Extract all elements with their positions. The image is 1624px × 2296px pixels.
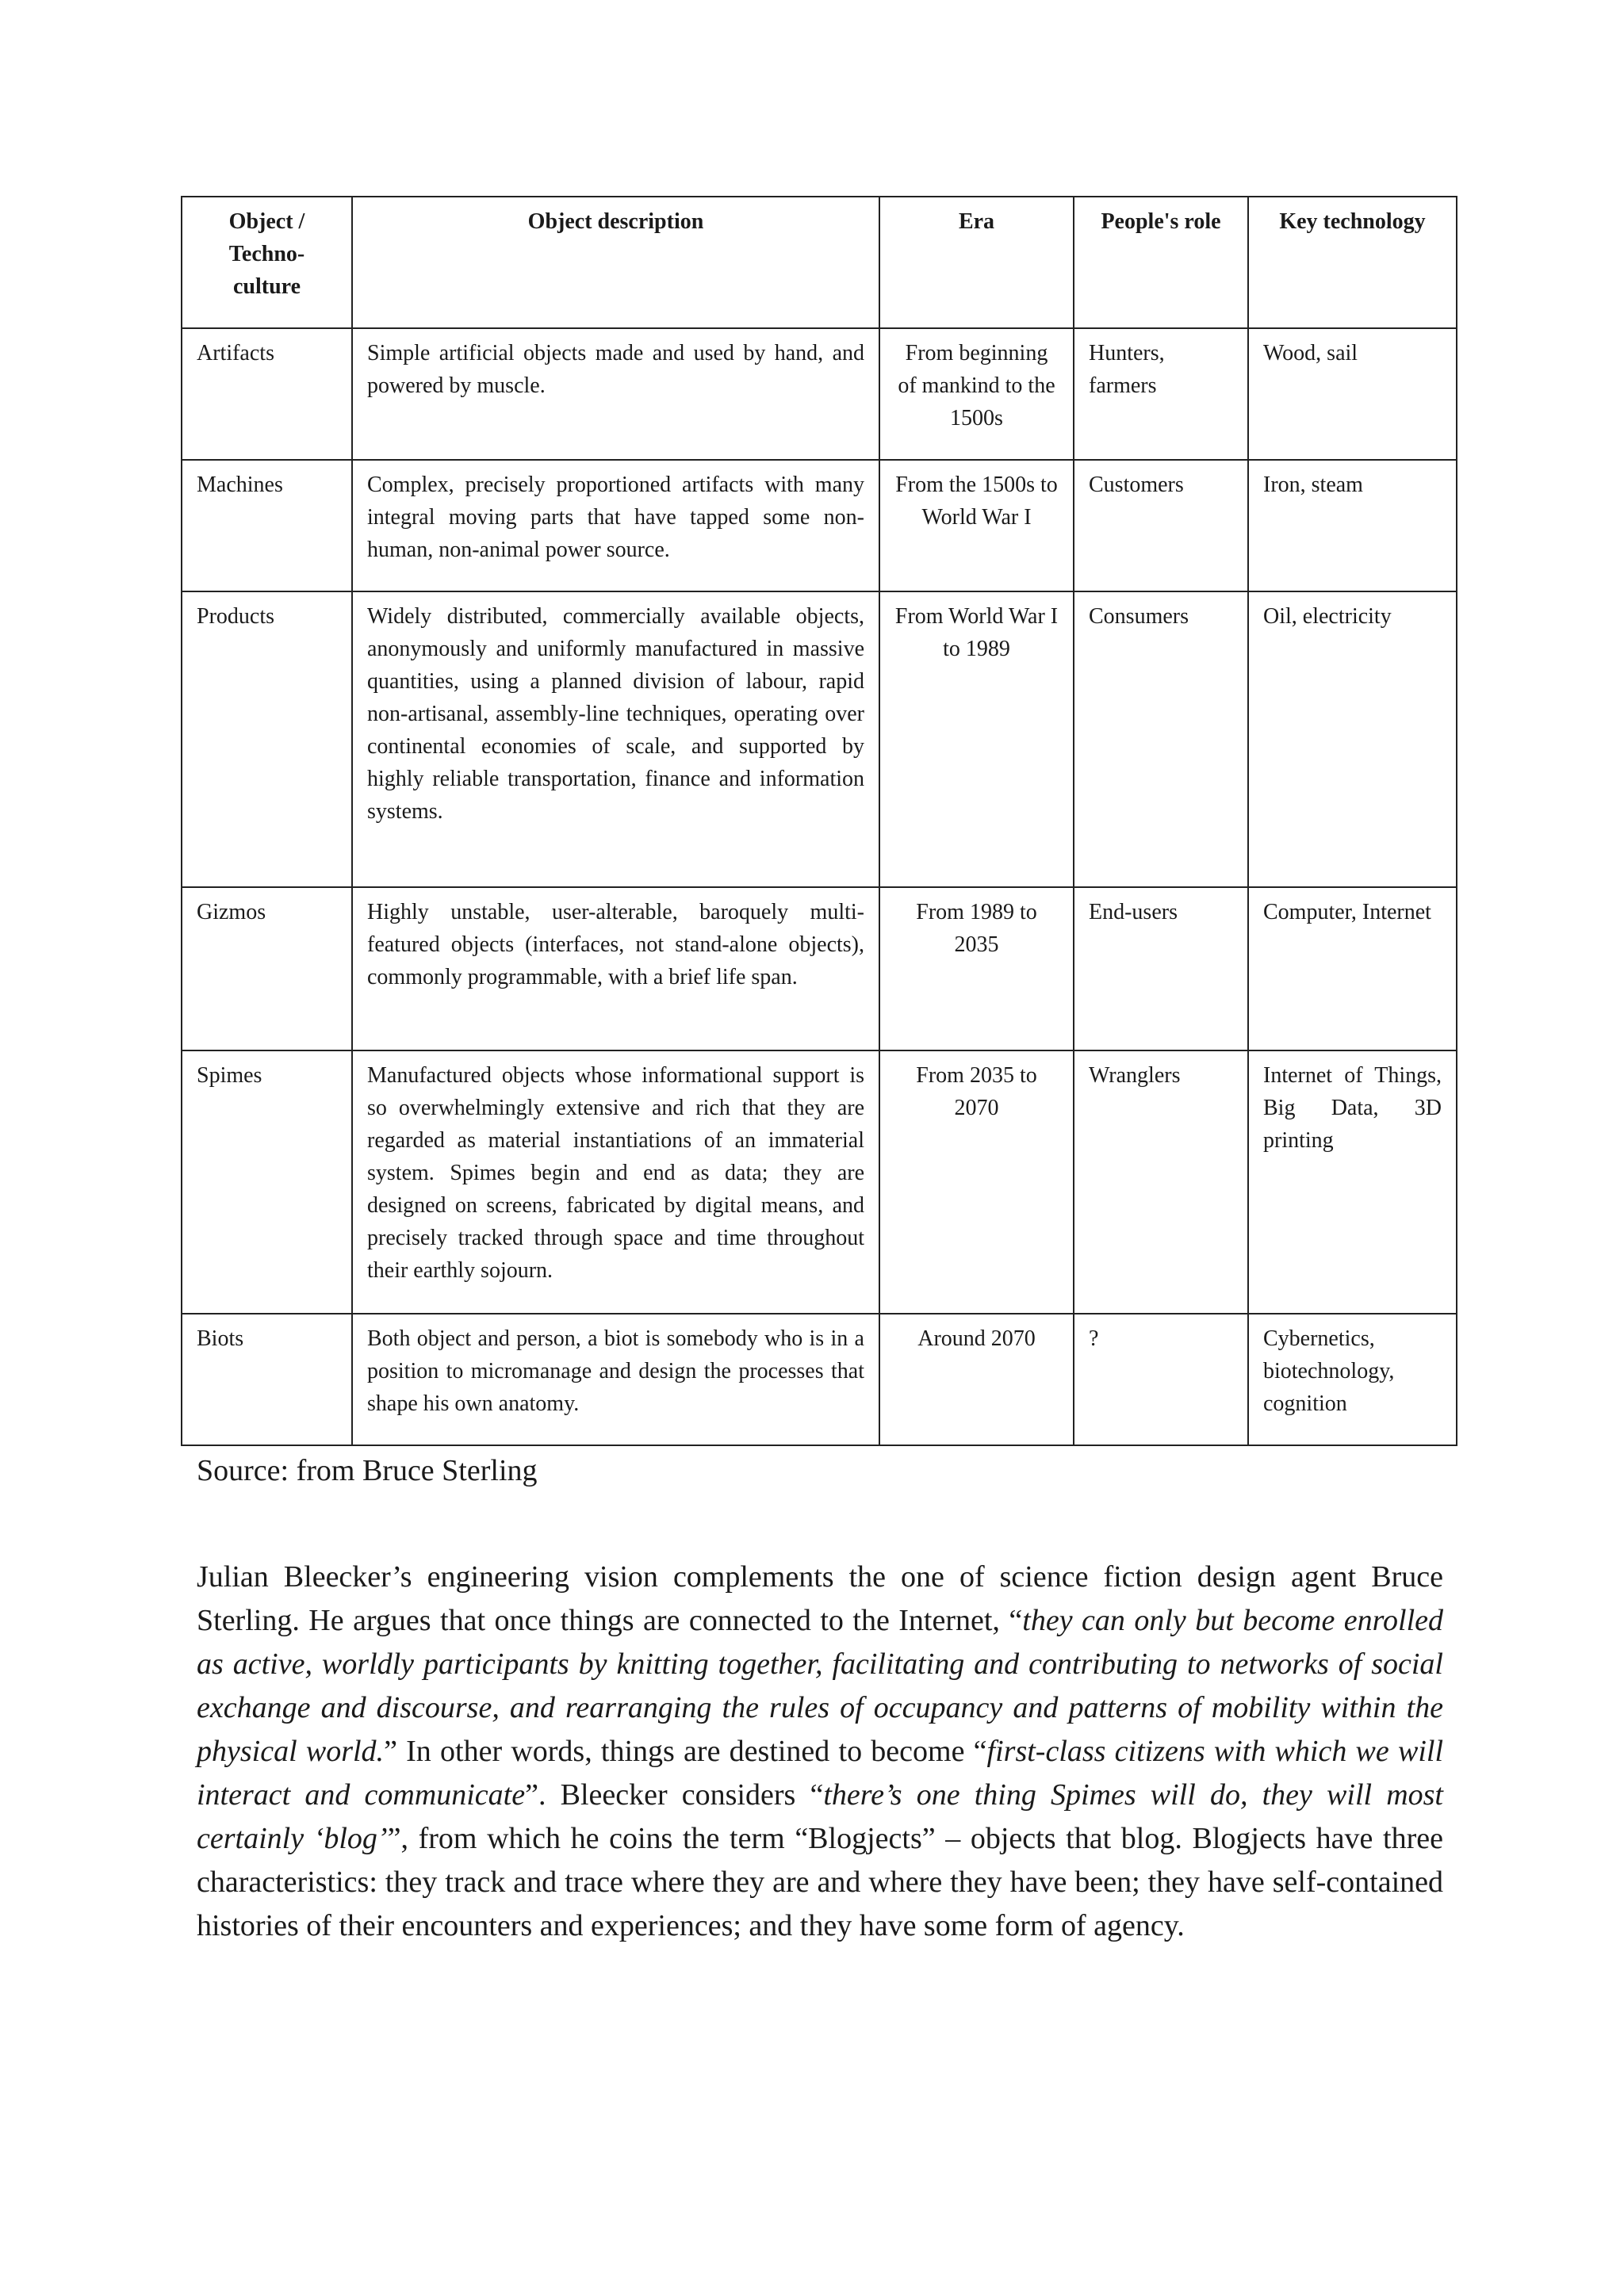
table-row	[182, 460, 1457, 591]
header-role: People's role	[1074, 197, 1248, 328]
cell-description: Widely distributed, commercially available objects, anonymously and uniformly manufactured in massive quantities, using a planned division of labour, rapid non-artisanal, assembly-line techniques, operating over continental economies of scale, and supported by highly reliable transportation, finance and information systems.	[352, 591, 879, 887]
cell-object: Biots	[182, 1314, 352, 1445]
paragraph-text: ”, from which he coins the term “Blogjects” – objects that blog. Blogjects have three characteristics: they track and trace where they are and where they have been; they have self-contained histories of their encounters and experiences; and they have some form of agency.	[197, 1822, 1443, 1942]
header-description: Object description	[352, 197, 879, 328]
paragraph-text: Julian Bleecker’s engineering vision complements the one of science fiction design agent Bruce Sterling. He argues that once things are connected to the Internet, “	[197, 1560, 1443, 1637]
cell-description: Highly unstable, user-alterable, baroquely multi-featured objects (interfaces, not stand-alone objects), commonly programmable, with a brief life span.	[352, 887, 879, 1050]
paragraph-quote: they can only but become enrolled as active, worldly participants by knitting together, facilitating and contributing to networks of social exchange and discourse, and rearranging the rules of occupancy and patterns of mobility within the physical world.	[197, 1604, 1444, 1768]
paragraph-text: ”. Bleecker considers “	[525, 1778, 824, 1812]
cell-era: From 2035 to 2070	[879, 1050, 1074, 1314]
cell-role: Hunters, farmers	[1074, 328, 1248, 460]
header-object: Object / Techno-culture	[182, 197, 352, 328]
cell-object: Spimes	[182, 1050, 352, 1314]
cell-object: Machines	[182, 460, 352, 591]
cell-role: Customers	[1074, 460, 1248, 591]
cell-era: From the 1500s to World War I	[879, 460, 1074, 591]
table-header-row	[182, 197, 1457, 328]
table-row	[182, 1050, 1457, 1314]
techno-culture-table	[181, 196, 1457, 1446]
cell-object: Products	[182, 591, 352, 887]
cell-role: Consumers	[1074, 591, 1248, 887]
paragraph-quote: there’s one thing Spimes will do, they will most certainly ‘blog’	[197, 1778, 1443, 1855]
cell-object: Artifacts	[182, 328, 352, 460]
cell-technology: Cybernetics, biotechnology, cognition	[1248, 1314, 1457, 1445]
cell-era: From World War I to 1989	[879, 591, 1074, 887]
cell-description: Both object and person, a biot is somebody who is in a position to micromanage and design the processes that shape his own anatomy.	[352, 1314, 879, 1445]
cell-technology: Iron, steam	[1248, 460, 1457, 591]
cell-role: Wranglers	[1074, 1050, 1248, 1314]
cell-description: Simple artificial objects made and used by hand, and powered by muscle.	[352, 328, 879, 460]
table-row	[182, 328, 1457, 460]
cell-era: Around 2070	[879, 1314, 1074, 1445]
cell-era: From 1989 to 2035	[879, 887, 1074, 1050]
cell-technology: Computer, Internet	[1248, 887, 1457, 1050]
body-paragraph	[197, 1556, 1443, 1948]
paragraph-text: ” In other words, things are destined to become “	[384, 1735, 987, 1768]
table-source-caption: Source: from Bruce Sterling	[197, 1454, 538, 1487]
cell-role: ?	[1074, 1314, 1248, 1445]
table-row	[182, 591, 1457, 887]
cell-description: Complex, precisely proportioned artifacts with many integral moving parts that have tapped some non-human, non-animal power source.	[352, 460, 879, 591]
cell-technology: Wood, sail	[1248, 328, 1457, 460]
paragraph-quote: first-class citizens with which we will interact and communicate	[197, 1735, 1443, 1812]
cell-era: From beginning of mankind to the 1500s	[879, 328, 1074, 460]
cell-technology: Oil, electricity	[1248, 591, 1457, 887]
cell-description: Manufactured objects whose informational support is so overwhelmingly extensive and rich that they are regarded as material instantiations of an immaterial system. Spimes begin and end as data; they are designed on screens, fabricated by digital means, and precisely tracked through space and time throughout their earthly sojourn.	[352, 1050, 879, 1314]
cell-role: End-users	[1074, 887, 1248, 1050]
cell-object: Gizmos	[182, 887, 352, 1050]
table-row	[182, 887, 1457, 1050]
header-technology: Key technology	[1248, 197, 1457, 328]
table-row	[182, 1314, 1457, 1445]
cell-technology: Internet of Things, Big Data, 3D printing	[1248, 1050, 1457, 1314]
header-era: Era	[879, 197, 1074, 328]
